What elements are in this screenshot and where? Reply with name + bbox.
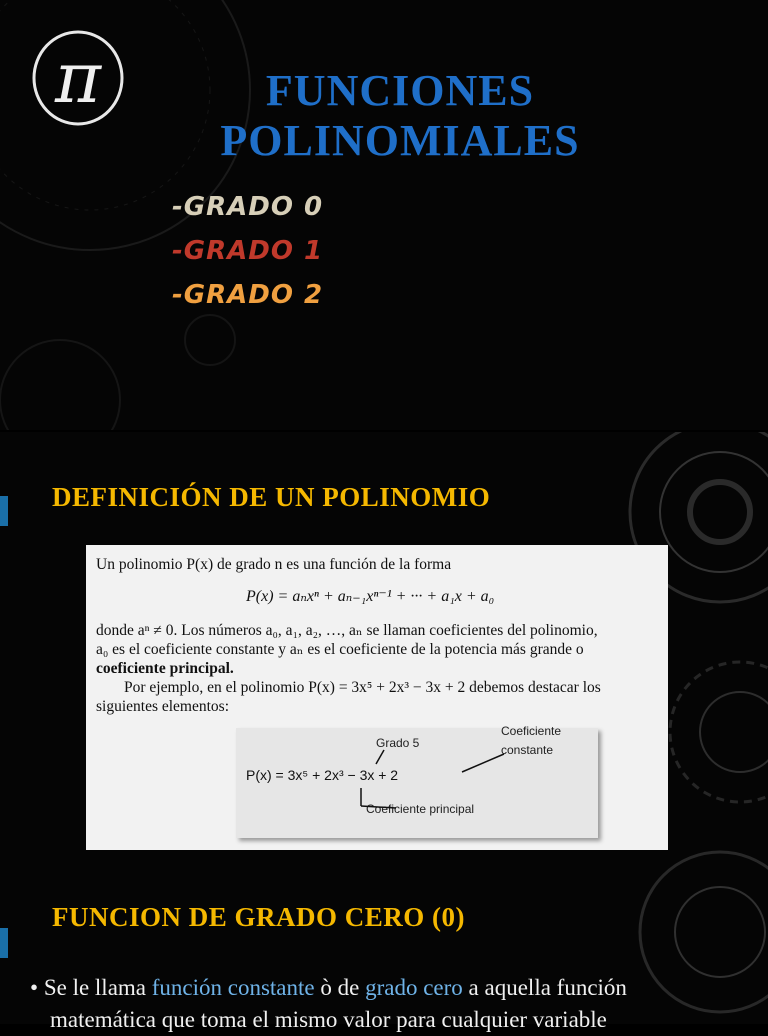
def-formula: P(x) = aₙxⁿ + aₙ₋₁xⁿ⁻¹ + ··· + a₁x + a₀ xyxy=(246,588,495,605)
polynomial-diagram xyxy=(236,724,598,838)
grado-label: Grado 5 xyxy=(376,736,420,750)
page-title xyxy=(170,66,630,166)
term-funcion-constante: función constante xyxy=(151,975,315,1000)
def-line-1: Un polinomio P(x) de grado n es una función de la forma xyxy=(96,556,452,573)
svg-text:π: π xyxy=(54,37,102,119)
pi-logo xyxy=(30,28,126,128)
diagram-arrows xyxy=(236,728,598,838)
def-line-5: Por ejemplo, en el polinomio P(x) = 3x⁵ + 2x³ − 3x + 2 debemos destacar los xyxy=(124,679,601,696)
polynomial-expression: P(x) = 3x⁵ + 2x³ − 3x + 2 xyxy=(246,767,399,783)
term-grado-cero: grado cero xyxy=(365,975,463,1000)
def-line-6: siguientes elementos: xyxy=(96,698,230,715)
accent-tab xyxy=(0,928,8,958)
accent-tab xyxy=(0,496,8,526)
coef-principal-label: Coeficiente principal xyxy=(366,802,475,816)
slide-title xyxy=(0,0,768,430)
coef-constante-label: Coeficiente constante xyxy=(501,724,562,757)
grado-0-item: -GRADO 0 xyxy=(172,192,324,222)
title-line-1: FUNCIONES xyxy=(265,66,535,115)
section-heading-definicion: DEFINICIÓN DE UN POLINOMIO xyxy=(52,482,491,512)
def-line-3: a₀ es el coeficiente constante y aₙ es el coeficiente de la potencia más grande o xyxy=(96,641,584,658)
section-heading-grado-cero: FUNCION DE GRADO CERO (0) xyxy=(52,902,465,932)
def-line-2: donde aⁿ ≠ 0. Los números a₀, a₁, a₂, …, aₙ se llaman coeficientes del polinomio, xyxy=(96,622,598,639)
grado-2-item: -GRADO 2 xyxy=(172,280,324,310)
title-line-2: POLINOMIALES xyxy=(220,116,580,165)
grado-1-item: -GRADO 1 xyxy=(172,236,324,266)
def-line-4: coeficiente principal. xyxy=(96,660,234,677)
bullet-line-1: • Se le llama función constante ò de grado cero a aquella función xyxy=(30,975,627,1000)
definition-image xyxy=(86,545,668,850)
bullet-line-2: matemática que toma el mismo valor para cualquier variable xyxy=(50,1007,607,1032)
bullet-item xyxy=(30,972,750,1036)
bullet-dot: • xyxy=(30,975,44,1000)
